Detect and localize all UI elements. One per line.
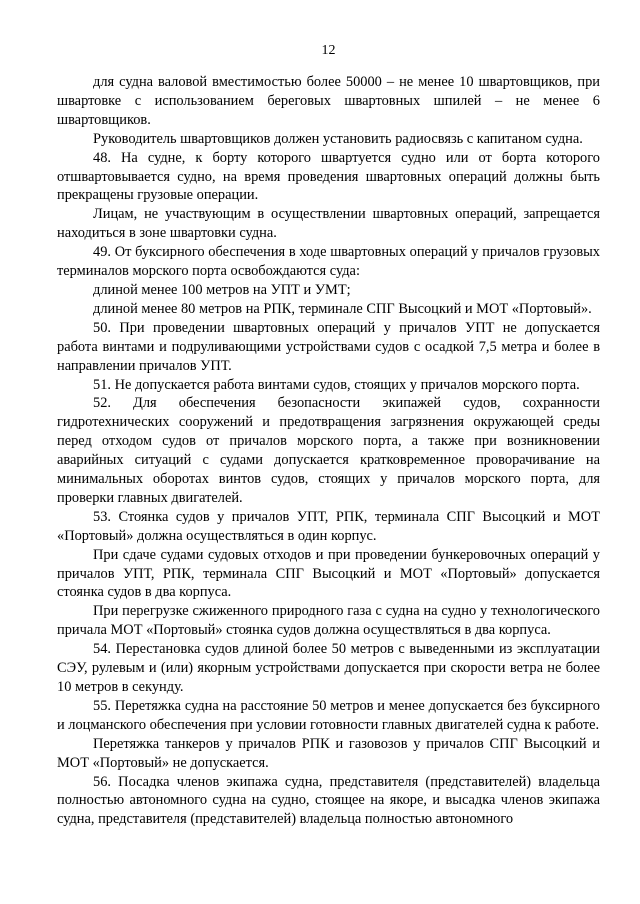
paragraph-5: 49. От буксирного обеспечения в ходе швартовных операций у причалов грузовых терминалов морского порта освобождаются суда: (57, 244, 600, 280)
paragraph-6: длиной менее 100 метров на УПТ и УМТ; (93, 281, 351, 298)
paragraph-4: Лицам, не участвующим в осуществлении швартовных операций, запрещается находиться в зоне швартовки судна. (57, 206, 600, 242)
paragraph-10: 52. Для обеспечения безопасности экипажей судов, сохранности гидротехнических сооружений и предотвращения загрязнения окружающей среды перед отходом судов от причалов морского порта, а также при возникновении аварийных ситуаций с судами допускается кратковременное проворачивание на минимальных оборотах винтов судов, стоящих у причалов морского порта, для проверки главных двигателей. (57, 395, 600, 506)
paragraph-7: длиной менее 80 метров на РПК, терминале СПГ Высоцкий и МОТ «Портовый». (93, 300, 592, 317)
paragraph-3: 48. На судне, к борту которого швартуется судно или от борта которого отшвартовывается судно, на время проведения швартовных операций должны быть прекращены грузовые операции. (57, 149, 600, 204)
paragraph-13: При перегрузке сжиженного природного газа с судна на судно у технологического причала МОТ «Портовый» стоянка судов должна осуществляться в два корпуса. (57, 603, 600, 639)
paragraph-2: Руководитель швартовщиков должен установить радиосвязь с капитаном судна. (93, 130, 583, 147)
paragraph-17: 56. Посадка членов экипажа судна, представителя (представителей) владельца полностью автономного судна на судно, стоящее на якоре, и высадка членов экипажа судна, представителя (представителей) владельца полностью автономного (57, 773, 600, 828)
paragraph-15: 55. Перетяжка судна на расстояние 50 метров и менее допускается без буксирного и лоцманского обеспечения при условии готовности главных двигателей судна к работе. (57, 697, 600, 733)
paragraph-8: 50. При проведении швартовных операций у причалов УПТ не допускается работа винтами и подруливающими устройствами судов с осадкой 7,5 метра и более в направлении причалов УПТ. (57, 319, 600, 374)
paragraph-16: Перетяжка танкеров у причалов РПК и газовозов у причалов СПГ Высоцкий и МОТ «Портовый» не допускается. (57, 735, 600, 771)
paragraph-11: 53. Стоянка судов у причалов УПТ, РПК, терминала СПГ Высоцкий и МОТ «Портовый» должна осуществляться в один корпус. (57, 508, 600, 544)
paragraph-12: При сдаче судами судовых отходов и при проведении бункеровочных операций у причалов УПТ, РПК, терминала СПГ Высоцкий и МОТ «Портовый» допускается стоянка судов в два корпуса. (57, 546, 600, 601)
paragraph-1: для судна валовой вместимостью более 50000 – не менее 10 швартовщиков, при швартовке с использованием береговых швартовных шпилей – не менее 6 швартовщиков. (57, 74, 600, 128)
page-number: 12 (321, 43, 336, 58)
paragraph-14: 54. Перестановка судов длиной более 50 метров с выведенными из эксплуатации СЭУ, рулевым и (или) якорным устройствами допускается при скорости ветра не более 10 метров в секунду. (57, 641, 600, 695)
paragraph-9: 51. Не допускается работа винтами судов, стоящих у причалов морского порта. (93, 376, 580, 393)
